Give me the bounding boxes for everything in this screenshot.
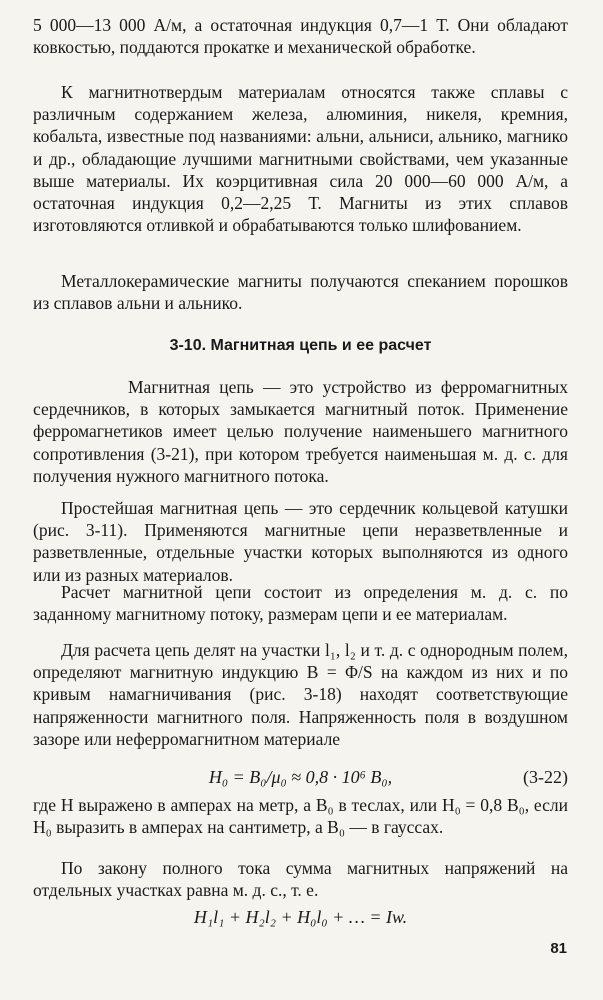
paragraph-metal-ceramic: Металлокерамические магниты получаются спеканием порошков из сплавов альни и альнико. [33,271,568,314]
equation-total-current-body: H₁l₁ + H₂l₂ + H₀l₀ + … = Iw. [193,907,408,927]
paragraph-hard-magnetic-alloys: К магнитнотвердым материалам относятся также сплавы с различным содержанием железа, алюминия, никеля, кремния, кобальта, известные под названиями: альни, альниси, альнико, магнико и др., обладающие лучшими магнитными свойствами, чем указанные выше материалы. Их коэрцитивная сила 20 000—60 000 А/м, а остаточная индукция 0,2—2,25 Т. Магниты из этих сплавов изготовляются отливкой и обрабатываются только шлифованием. [33,82,568,236]
paragraph-magnetic-circuit-def: Магнитная цепь — это устройство из ферромагнитных сердечников, в которых замыкается магнитный поток. Применение ферромагнетиков имеет целью получение наименьшего магнитного сопротивления (3-21), при котором требуется наименьшая м. д. с. для получения нужного магнитного потока. [33,377,568,486]
page-number: 81 [550,940,567,957]
paragraph-simplest-circuit: Простейшая магнитная цепь — это сердечник кольцевой катушки (рис. 3-11). Применяются магнитные цепи неразветвленные и разветвленные, отдельные участки которых выполняются из одного или из разных материалов. [33,498,568,585]
equation-3-22-body: H₀ = B₀/μ₀ ≈ 0,8 · 10⁶ B₀, [208,767,393,787]
paragraph-continued: 5 000—13 000 А/м, а остаточная индукция 0,7—1 Т. Они обладают ковкостью, поддаются прокатке и механической обработке. [33,15,568,58]
section-heading: 3-10. Магнитная цепь и ее расчет [169,337,432,354]
paragraph-units: где H выражено в амперах на метр, а B₀ в теслах, или H₀ = 0,8 B₀, если H₀ выразить в амперах на сантиметр, а B₀ — в гауссах. [33,795,568,838]
equation-number: (3-22) [523,767,568,787]
equation-total-current [33,905,568,929]
paragraph-total-current-law: По закону полного тока сумма магнитных напряжений на отдельных участках равна м. д. с., т. е. [33,858,568,901]
paragraph-sections: Для расчета цепь делят на участки l₁, l₂ и т. д. с однородным полем, определяют магнитную индукцию B = Φ/S на каждом из них и по кривым намагничивания (рис. 3-18) находят соответствующие напряженности магнитного поля. Напряженность поля в воздушном зазоре или неферромагнитном материале [33,640,568,749]
paragraph-calculation: Расчет магнитной цепи состоит из определения м. д. с. по заданному магнитному потоку, размерам цепи и ее материалам. [33,582,568,625]
equation-3-22 [33,765,568,789]
